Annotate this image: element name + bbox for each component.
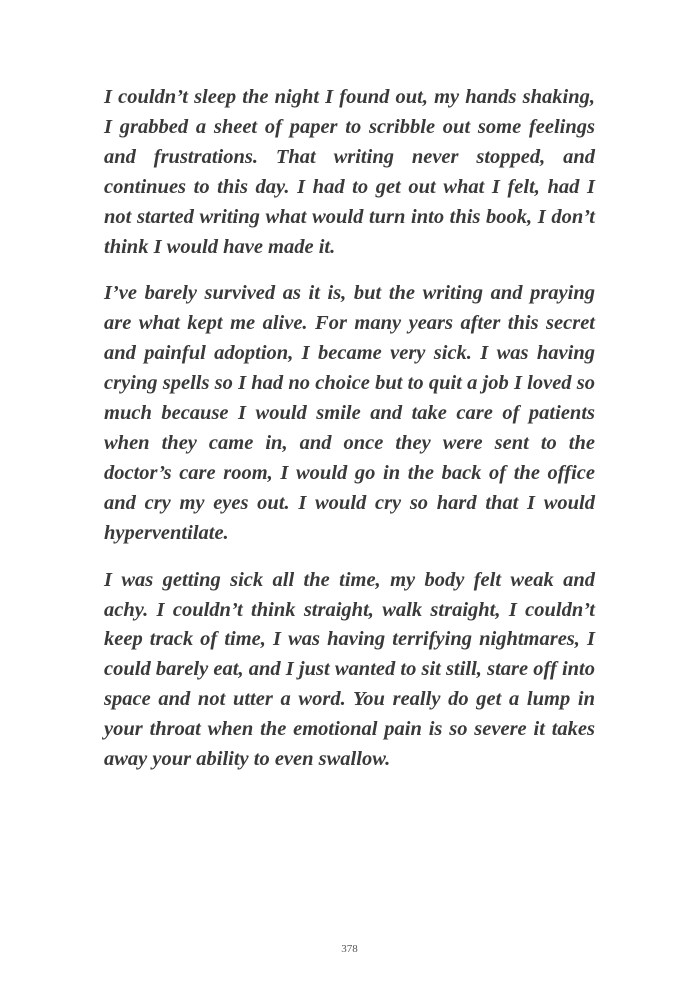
paragraph-3: I was getting sick all the time, my body felt weak and achy. I couldn’t think straight, walk straight, I couldn’t keep track of time, I was having terrifying nightmares, I could barely eat, and I just wanted to sit still, stare off into space and not utter a word. You really do get a lump in your throat when the emotional pain is so severe it takes away your ability to even swallow. [104, 568, 595, 771]
paragraph-2: I’ve barely survived as it is, but the writing and praying are what kept me alive. For many years after this secret and painful adoption, I became very sick. I was having crying spells so I had no choice but to quit a job I loved so much because I would smile and take care of patients when they came in, and once they were sent to the doctor’s care room, I would go in the back of the office and cry my eyes out. I would cry so hard that I would hyperventilate. [104, 282, 595, 544]
page-number: 378 [341, 943, 358, 955]
paragraph-1: I couldn’t sleep the night I found out, my hands shaking, I grabbed a sheet of paper to scribble out some feelings and frustrations. That writing never stopped, and continues to this day. I had to get out what I felt, had I not started writing what would turn into this book, I don’t think I would have made it. [104, 86, 595, 258]
body-text [104, 83, 595, 792]
